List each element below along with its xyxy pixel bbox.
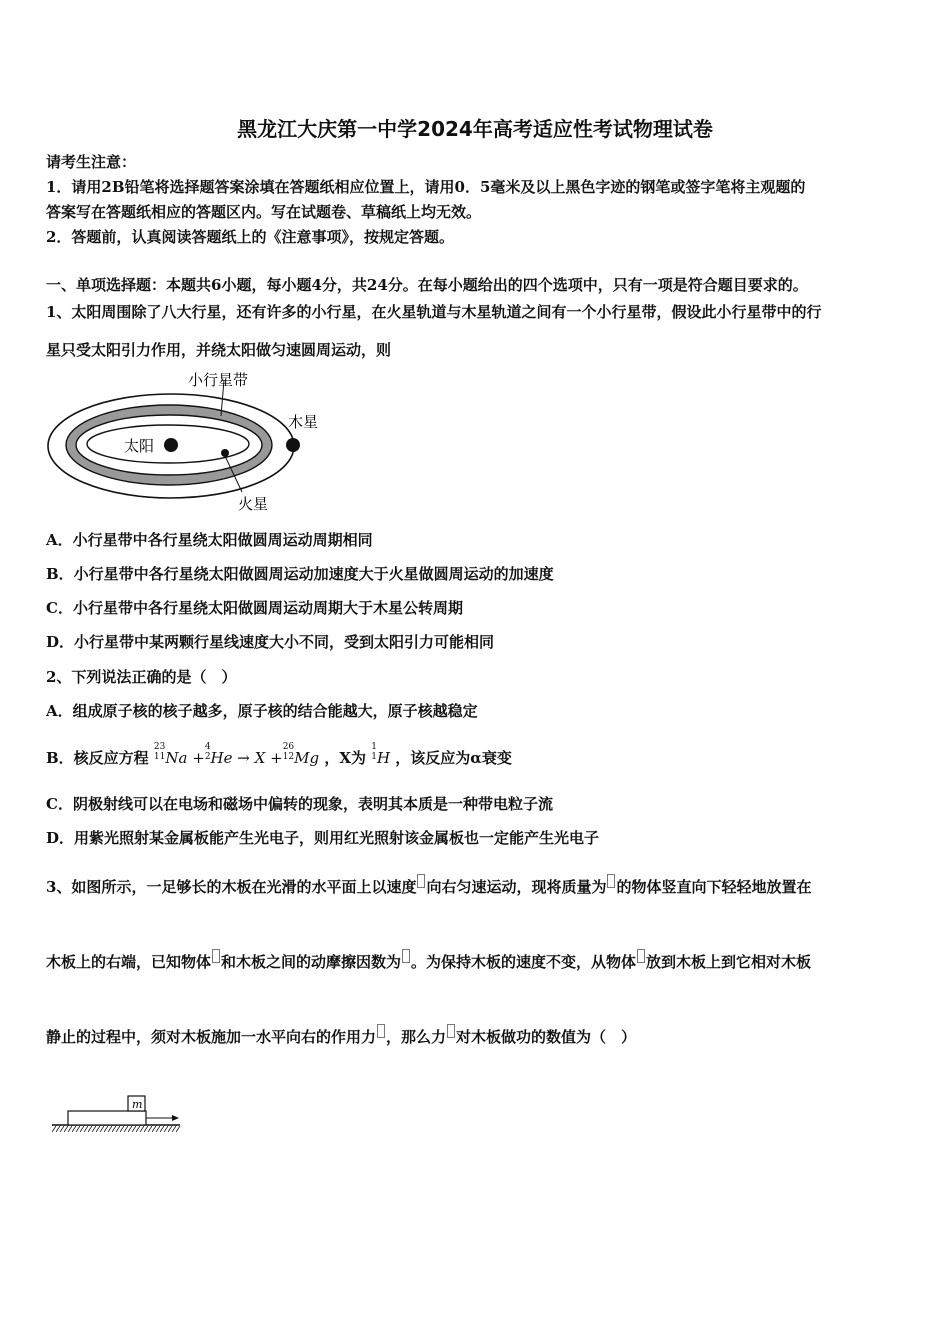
- na-mass: 23: [153, 742, 166, 752]
- nuclear-equation: [154, 742, 319, 773]
- notice-line-2: 答案写在答题纸相应的答题区内。写在试题卷、草稿纸上均无效。: [46, 203, 482, 221]
- h-number: 1: [371, 752, 377, 762]
- q3-line2-part-c: 。为保持木板的速度不变，从物体: [411, 953, 637, 971]
- sun: [164, 438, 178, 452]
- q3-line2-part-a: 木板上的右端，已知物体: [46, 953, 212, 971]
- velocity-arrowhead: [172, 1115, 179, 1121]
- he-number: 2: [204, 752, 211, 762]
- solar-system-figure: [44, 364, 319, 514]
- h-symbol: H: [376, 749, 391, 767]
- he-symbol: He: [210, 749, 233, 767]
- mars-label: 火星: [238, 495, 269, 513]
- h-mass: 1: [371, 742, 377, 752]
- object-symbol-placeholder-2: [637, 949, 645, 963]
- mass-symbol-placeholder: [607, 874, 615, 888]
- mg-mass: 26: [282, 742, 295, 752]
- object-symbol-placeholder: [212, 949, 220, 963]
- plus-sign-2: +: [270, 749, 283, 767]
- q3-line1-part-b: 向右匀速运动，现将质量为: [426, 878, 607, 896]
- q3-stem-line-3: [46, 1024, 636, 1047]
- q1-stem-line-2: 星只受太阳引力作用，并绕太阳做匀速圆周运动，则: [46, 341, 392, 359]
- q2-b-mid: ，X为: [324, 749, 366, 767]
- sun-label: 太阳: [124, 437, 155, 455]
- q3-line1-part-c: 的物体竖直向下轻轻地放置在: [616, 878, 812, 896]
- q1-option-b: B．小行星带中各行星绕太阳做圆周运动加速度大于火星做圆周运动的加速度: [46, 565, 554, 583]
- q1-option-c: C．小行星带中各行星绕太阳做圆周运动周期大于木星公转周期: [46, 599, 463, 617]
- friction-symbol-placeholder: [402, 949, 410, 963]
- q2-option-c: C．阴极射线可以在电场和磁场中偏转的现象，表明其本质是一种带电粒子流: [46, 795, 553, 813]
- force-symbol-placeholder-2: [447, 1024, 455, 1038]
- q3-line3-part-b: ，那么力: [386, 1028, 447, 1046]
- mg-symbol: Mg: [294, 749, 320, 767]
- q3-line2-part-d: 放到木板上到它相对木板: [646, 953, 812, 971]
- q1-option-a: A．小行星带中各行星绕太阳做圆周运动周期相同: [46, 531, 373, 549]
- mg-number: 12: [282, 752, 295, 762]
- q2-option-b: [46, 742, 512, 773]
- notice-line-1: 1．请用2B铅笔将选择题答案涂填在答题纸相应位置上，请用0．5毫米及以上黑色字迹的钢笔或签字笔将主观题的: [46, 178, 806, 196]
- block-mass-label: m: [132, 1098, 143, 1111]
- q3-line3-part-a: 静止的过程中，须对木板施加一水平向右的作用力: [46, 1028, 377, 1046]
- x-symbol: X: [254, 749, 266, 767]
- board-block-figure: [48, 1090, 188, 1140]
- board: [68, 1111, 146, 1125]
- notice-heading: 请考生注意：: [46, 153, 137, 171]
- q1-stem-line-1: 1、太阳周围除了八大行星，还有许多的小行星，在火星轨道与木星轨道之间有一个小行星带，假设此小行星带中的行: [46, 303, 822, 321]
- force-symbol-placeholder: [377, 1024, 385, 1038]
- page-title: 黑龙江大庆第一中学2024年高考适应性考试物理试卷: [237, 117, 713, 141]
- q3-line1-part-a: 3、如图所示，一足够长的木板在光滑的水平面上以速度: [46, 878, 417, 896]
- velocity-symbol-placeholder: [417, 874, 425, 888]
- plus-sign-1: +: [192, 749, 205, 767]
- na-number: 11: [153, 752, 166, 762]
- ground-hatch: [52, 1125, 180, 1132]
- na-symbol: Na: [165, 749, 188, 767]
- q1-option-d: D．小行星带中某两颗行星线速度大小不同，受到太阳引力可能相同: [46, 633, 495, 651]
- mars: [221, 449, 229, 457]
- q2-option-a: A．组成原子核的核子越多，原子核的结合能越大，原子核越稳定: [46, 702, 478, 720]
- q2-b-prefix: B．核反应方程: [46, 749, 149, 767]
- q2-option-d: D．用紫光照射某金属板能产生光电子，则用红光照射该金属板也一定能产生光电子: [46, 829, 600, 847]
- q2-stem: 2、下列说法正确的是（ ）: [46, 668, 237, 686]
- q3-line2-part-b: 和木板之间的动摩擦因数为: [221, 953, 402, 971]
- q3-line3-part-c: 对木板做功的数值为（ ）: [456, 1028, 637, 1046]
- he-mass: 4: [204, 742, 211, 752]
- q3-stem-line-2: [46, 949, 811, 972]
- notice-line-3: 2．答题前，认真阅读答题纸上的《注意事项》，按规定答题。: [46, 228, 454, 246]
- belt-label: 小行星带: [188, 371, 249, 389]
- section-heading: 一、单项选择题：本题共6小题，每小题4分，共24分。在每小题给出的四个选项中，只有一项是符合题目要求的。: [46, 276, 808, 294]
- arrow: →: [237, 749, 250, 767]
- jupiter-label: 木星: [288, 413, 319, 431]
- q3-stem-line-1: [46, 874, 811, 897]
- jupiter: [286, 438, 300, 452]
- q2-b-suffix: ，该反应为α衰变: [395, 749, 512, 767]
